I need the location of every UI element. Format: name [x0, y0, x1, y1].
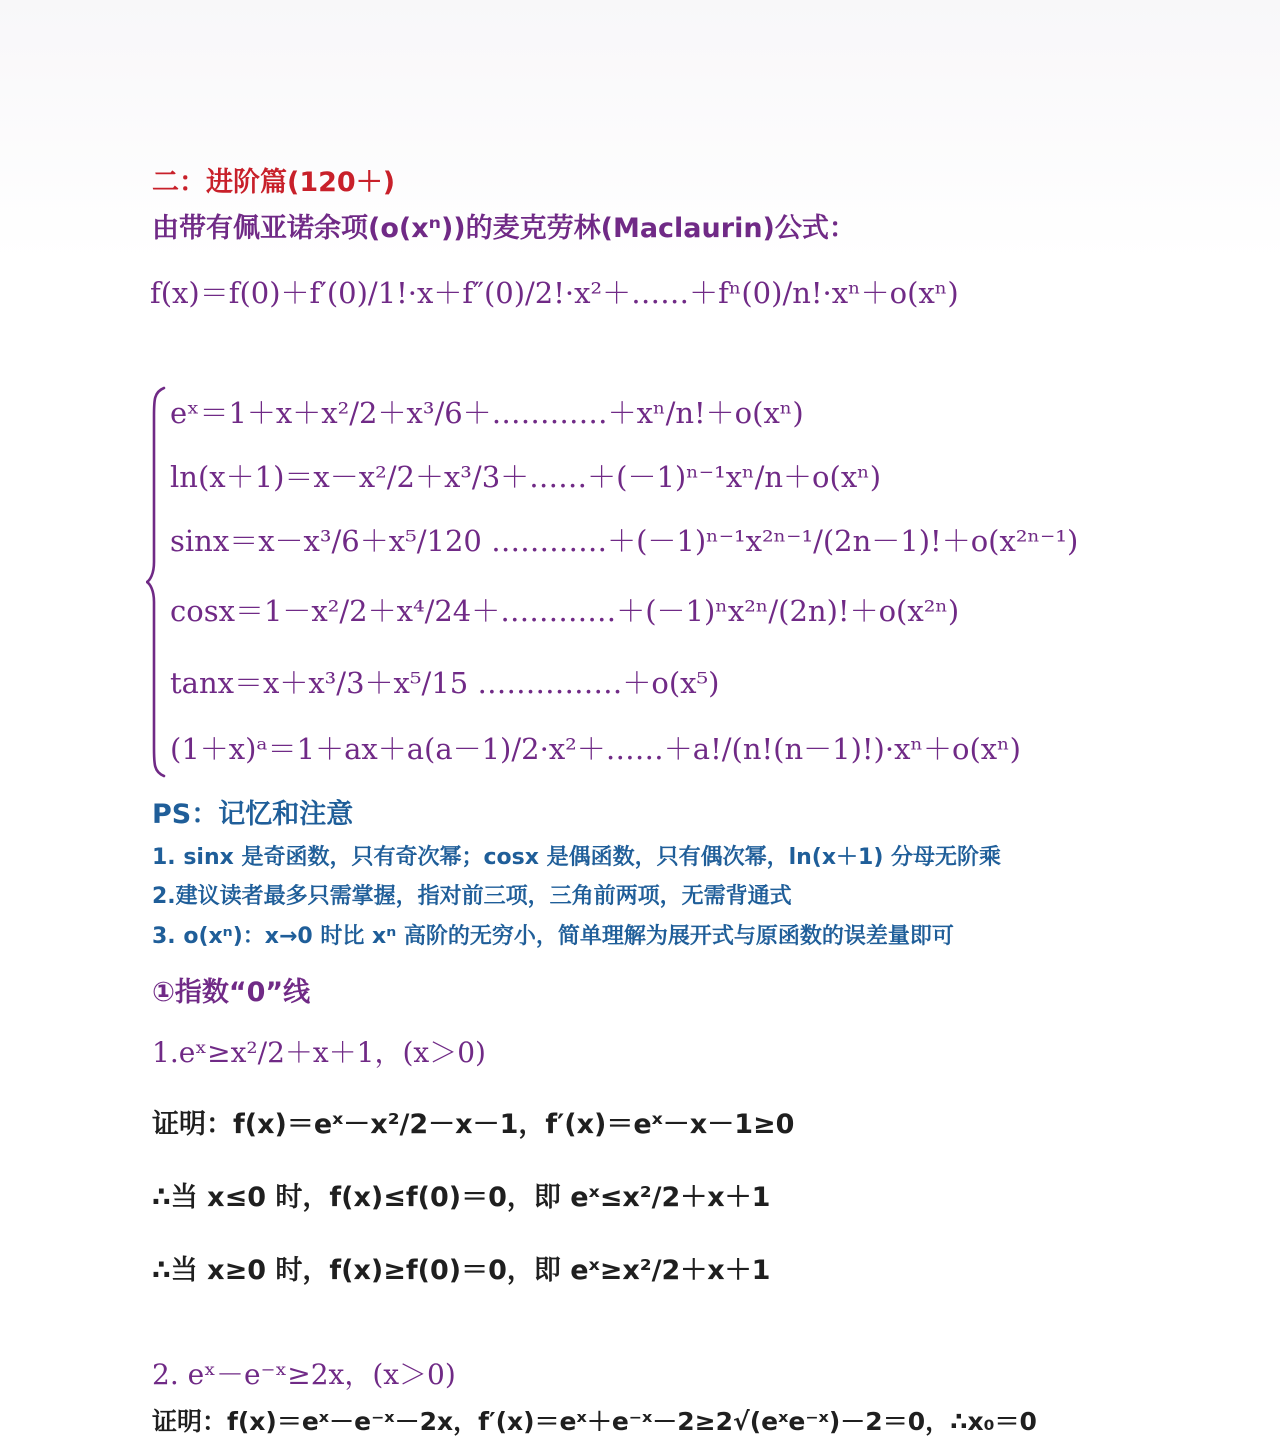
expansion-cos: cosx＝1－x²/2＋x⁴/24＋…………＋(－1)ⁿx²ⁿ/(2n)!＋o(x²ⁿ) — [170, 594, 960, 628]
proof-2-line: 证明：f(x)＝eˣ－e⁻ˣ－2x，f′(x)＝eˣ＋e⁻ˣ－2≥2√(eˣe⁻ˣ)－2＝0，∴x₀＝0 — [152, 1407, 1037, 1436]
inequality-2: 2. eˣ－e⁻ˣ≥2x，(x＞0) — [152, 1358, 456, 1391]
subsection-title: ①指数“0”线 — [152, 977, 311, 1008]
ps-title: PS：记忆和注意 — [152, 799, 354, 830]
intro-text: 由带有佩亚诺余项(o(xⁿ))的麦克劳林(Maclaurin)公式： — [152, 213, 856, 244]
expansion-ln: ln(x＋1)＝x－x²/2＋x³/3＋……＋(－1)ⁿ⁻¹xⁿ/n＋o(xⁿ) — [170, 460, 882, 494]
proof-1-line-2: ∴当 x≤0 时，f(x)≤f(0)＝0，即 eˣ≤x²/2＋x＋1 — [152, 1182, 771, 1213]
expansion-binomial: (1＋x)ᵃ＝1＋ax＋a(a－1)/2·x²＋……＋a!/(n!(n－1)!)·xⁿ＋o(xⁿ) — [170, 732, 1021, 766]
ps-item-3: 3. o(xⁿ)：x→0 时比 xⁿ 高阶的无穷小，简单理解为展开式与原函数的误差量即可 — [152, 924, 954, 949]
expansion-tan: tanx＝x＋x³/3＋x⁵/15 ……………＋o(x⁵) — [170, 666, 720, 700]
ps-item-1: 1. sinx 是奇函数，只有奇次幂；cosx 是偶函数，只有偶次幂，ln(x＋1) 分母无阶乘 — [152, 845, 1002, 870]
proof-1-line-3: ∴当 x≥0 时，f(x)≥f(0)＝0，即 eˣ≥x²/2＋x＋1 — [152, 1255, 771, 1286]
expansion-sin: sinx＝x－x³/6＋x⁵/120 …………＋(－1)ⁿ⁻¹x²ⁿ⁻¹/(2n－1)!＋o(x²ⁿ⁻¹) — [170, 524, 1079, 558]
left-brace-icon — [146, 386, 168, 778]
proof-1-line-1: 证明：f(x)＝eˣ－x²/2－x－1，f′(x)＝eˣ－x－1≥0 — [152, 1109, 795, 1140]
inequality-1: 1.eˣ≥x²/2＋x＋1，(x＞0) — [152, 1036, 486, 1069]
ps-item-2: 2.建议读者最多只需掌握，指对前三项，三角前两项，无需背通式 — [152, 884, 792, 909]
section-title: 二：进阶篇(120＋) — [152, 167, 396, 198]
expansion-exp: eˣ＝1＋x＋x²/2＋x³/6＋…………＋xⁿ/n!＋o(xⁿ) — [170, 396, 804, 430]
general-formula: f(x)＝f(0)＋f′(0)/1!·x＋f″(0)/2!·x²＋……＋fⁿ(0)/n!·xⁿ＋o(xⁿ) — [150, 276, 959, 310]
